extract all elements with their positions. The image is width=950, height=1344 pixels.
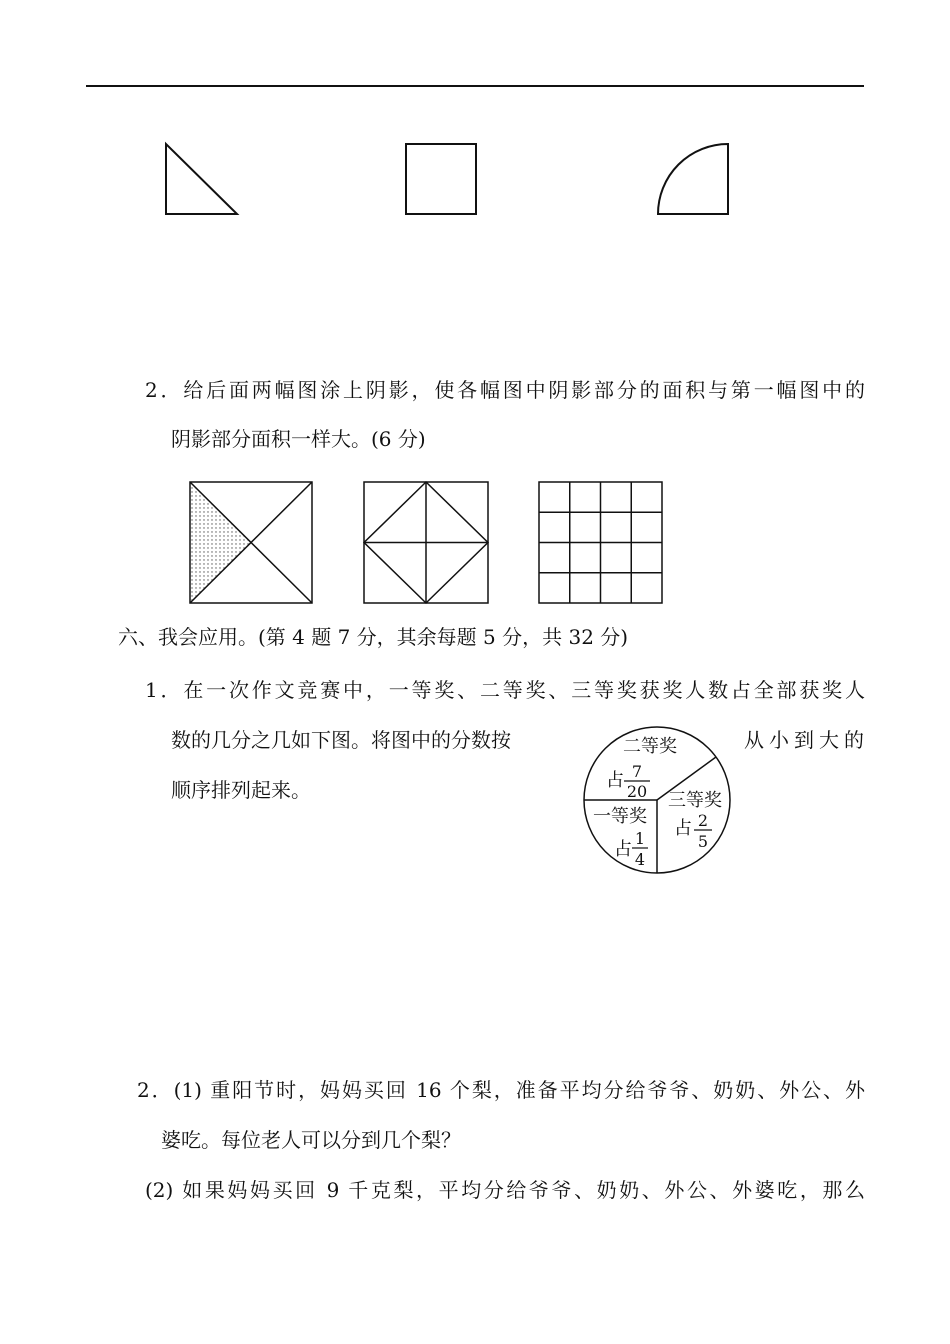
second-prize-numerator: 7 [631,762,643,781]
q6-2-line1: 2．(1) 重阳节时，妈妈买回 16 个梨，准备平均分给爷爷、奶奶、外公、外 [137,1078,865,1102]
grid-square-figure [535,478,667,608]
q6-1-line2a: 数的几分之几如下图。将图中的分数按 [171,728,511,752]
q6-1-line1: 1．在一次作文竞赛中，一等奖、二等奖、三等奖获奖人数占全部获奖人 [145,678,865,702]
section6-heading: 六、我会应用。(第 4 题 7 分，其余每题 5 分，共 32 分) [118,625,629,649]
first-prize-denominator: 4 [634,850,646,869]
second-prize-label: 二等奖 [623,736,677,757]
q6-2-line3: (2) 如果妈妈买回 9 千克梨，平均分给爷爷、奶奶、外公、外婆吃，那么 [145,1178,865,1202]
diamond-square-figure [360,478,492,608]
second-prize-denominator: 20 [626,782,648,801]
second-prize-prefix: 占 [606,770,624,791]
third-prize-prefix: 占 [674,818,692,839]
quarter-circle-shape [652,138,736,218]
first-prize-numerator: 1 [634,829,646,848]
third-prize-numerator: 2 [697,811,709,830]
shaded-square-figure [186,478,318,608]
q5-2-line2: 阴影部分面积一样大。(6 分) [171,427,426,451]
right-triangle-shape [160,138,244,218]
q5-2-line1: 2．给后面两幅图涂上阴影，使各幅图中阴影部分的面积与第一幅图中的 [145,378,865,402]
prize-pie-chart [580,724,734,876]
q6-2-line2: 婆吃。每位老人可以分到几个梨？ [161,1128,461,1152]
top-rule [86,85,864,87]
first-prize-label: 一等奖 [593,806,647,827]
third-prize-denominator: 5 [697,832,709,851]
q6-1-line3: 顺序排列起来。 [171,778,311,802]
square-shape [400,138,484,218]
third-prize-label: 三等奖 [668,790,722,811]
first-prize-prefix: 占 [614,839,632,860]
q6-1-line2b: 从小到大的 [744,728,864,752]
